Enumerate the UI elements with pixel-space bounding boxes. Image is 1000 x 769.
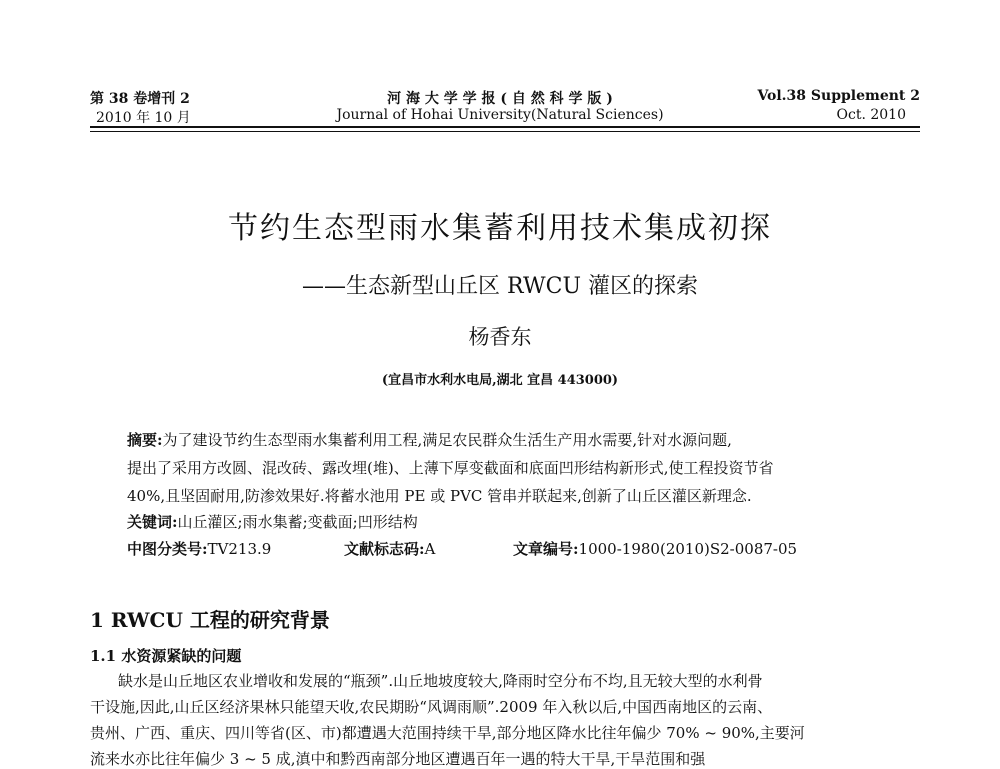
body-line-1: 缺水是山丘地区农业增收和发展的“瓶颈”.山丘地坡度较大,降雨时空分布不均,且无较大型的水利骨 bbox=[118, 672, 763, 690]
article-number-label: 文章编号: bbox=[513, 540, 579, 558]
article-number-value: 1000-1980(2010)S2-0087-05 bbox=[578, 540, 798, 558]
doc-code-value: A bbox=[424, 540, 436, 558]
journal-date-en: Oct. 2010 bbox=[836, 107, 906, 123]
paper-author: 杨香东 bbox=[468, 325, 532, 349]
header-rule-bottom bbox=[90, 131, 920, 132]
paper-title: 节约生态型雨水集蓄利用技术集成初探 bbox=[228, 211, 772, 246]
abstract-text-1: 为了建设节约生态型雨水集蓄利用工程,满足农民群众生活生产用水需要,针对水源问题, bbox=[162, 431, 732, 449]
body-line-4: 流来水亦比往年偏少 3 ~ 5 成,滇中和黔西南部分地区遭遇百年一遇的特大干旱,干旱范围和强 bbox=[90, 750, 706, 768]
keywords-label: 关键词: bbox=[127, 513, 178, 531]
keywords-text: 山丘灌区;雨水集蓄;变截面;凹形结构 bbox=[177, 513, 418, 531]
journal-title-en: Journal of Hohai University(Natural Sciences) bbox=[336, 107, 664, 123]
abstract-label: 摘要: bbox=[127, 431, 163, 449]
section-1-heading: 1 RWCU 工程的研究背景 bbox=[90, 608, 330, 632]
doc-code bbox=[344, 538, 435, 559]
header-rule-top bbox=[90, 126, 920, 128]
body-line-2: 干设施,因此,山丘区经济果林只能望天收,农民期盼“风调雨顺”.2009 年入秋以后,中国西南地区的云南、 bbox=[90, 698, 773, 716]
body-line-3: 贵州、广西、重庆、四川等省(区、市)都遭遇大范围持续干旱,部分地区降水比往年偏少 70% ~ 90%,主要河 bbox=[90, 724, 805, 742]
author-affiliation: (宜昌市水利水电局,湖北 宜昌 443000) bbox=[381, 373, 619, 388]
doc-code-label: 文献标志码: bbox=[344, 540, 425, 558]
clc-label: 中图分类号: bbox=[127, 540, 208, 558]
section-1-1-heading: 1.1 水资源紧缺的问题 bbox=[90, 647, 242, 665]
journal-date: 2010 年 10 月 bbox=[96, 110, 191, 126]
journal-title-cn: 河 海 大 学 学 报 ( 自 然 科 学 版 ) bbox=[387, 91, 613, 107]
abstract-line-2: 提出了采用方改圆、混改砖、露改埋(堆)、上薄下厚变截面和底面凹形结构新形式,使工程投资节省 bbox=[127, 459, 774, 477]
article-number bbox=[513, 538, 797, 559]
journal-volume-en: Vol.38 Supplement 2 bbox=[757, 88, 920, 104]
journal-volume: 第 38 卷增刊 2 bbox=[90, 91, 190, 107]
keywords-line bbox=[127, 511, 418, 532]
paper-subtitle: ——生态新型山丘区 RWCU 灌区的探索 bbox=[301, 274, 699, 299]
classification-line bbox=[127, 538, 271, 559]
abstract-line-1 bbox=[127, 429, 732, 450]
clc-value: TV213.9 bbox=[207, 540, 272, 558]
abstract-line-3: 40%,且坚固耐用,防渗效果好.将蓄水池用 PE 或 PVC 管串并联起来,创新了山丘区灌区新理念. bbox=[127, 487, 752, 505]
